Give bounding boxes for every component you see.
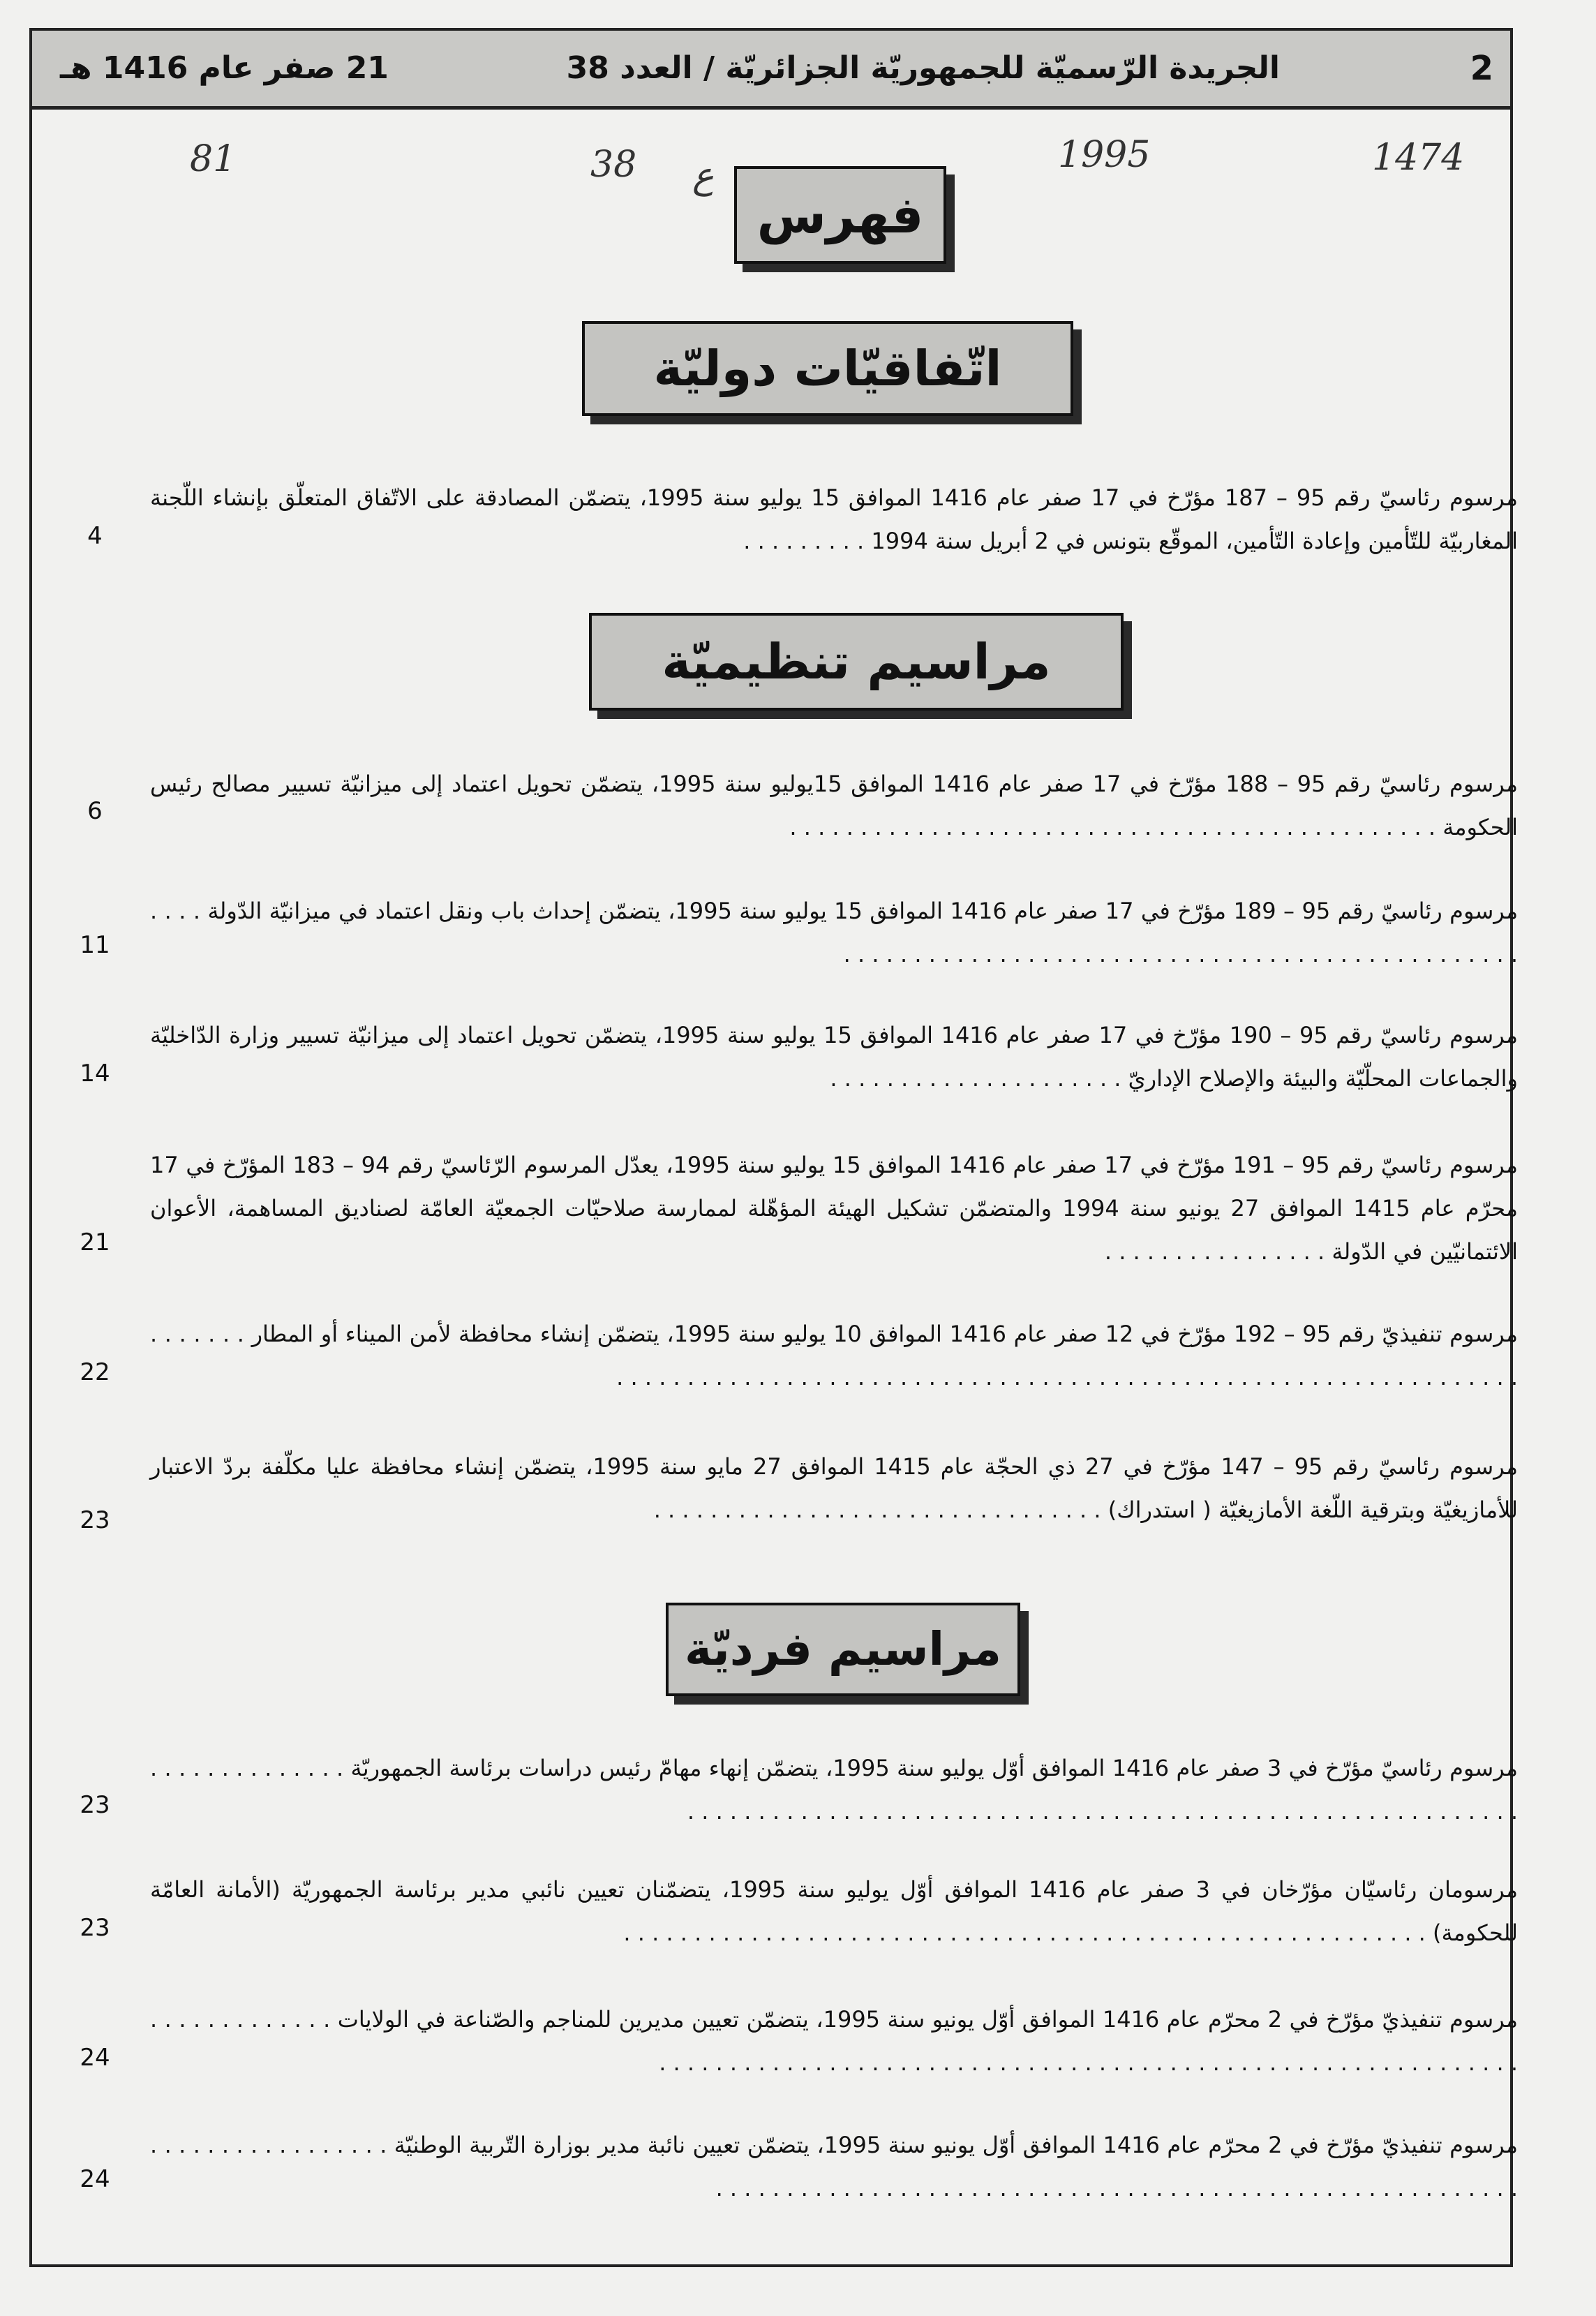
page-ref: 23 (80, 1506, 110, 1534)
issue-date: 21 صفر عام 1416 هـ (60, 50, 389, 86)
entry-text: مرسوم رئاسيّ رقم 95 – 190 مؤرّخ في 17 صفر عام 1416 الموافق 15 يوليو سنة 1995، يتضمّن تحويل اعتماد إلى ميزانيّة تسيير وزارة الدّاخليّة والجماعات المحلّيّة والبيئة والإصلاح الإداريّ (150, 1022, 1519, 1092)
page-header (32, 31, 1510, 110)
toc-entry (150, 1312, 1518, 1399)
toc-entry (150, 889, 1518, 976)
leader-dots: . . . . . . . . . . . . . . . . . . . . . . . . . . . . . . . . . . . . . . . . . . . . . . . . . . . . . . . . . . . . . . . . . . . . . . . . . . (150, 2006, 1518, 2076)
page-ref: 6 (87, 797, 103, 825)
toc-entry (150, 1143, 1518, 1273)
entry-text: مرسوم رئاسيّ مؤرّخ في 3 صفر عام 1416 الموافق أوّل يوليو سنة 1995، يتضمّن إنهاء مهامّ رئيس دراسات برئاسة الجمهوريّة (350, 1755, 1519, 1781)
toc-entry (150, 1014, 1518, 1100)
leader-dots: . . . . . . . . . (743, 528, 865, 554)
journal-title: الجريدة الرّسميّة للجمهوريّة الجزائريّة / العدد 38 (566, 50, 1280, 86)
page-ref: 23 (80, 1791, 110, 1819)
page-ref: 22 (80, 1358, 110, 1386)
handwritten-number: 1474 (1372, 137, 1465, 179)
entry-text: مرسوم رئاسيّ رقم 95 – 189 مؤرّخ في 17 صفر عام 1416 الموافق 15 يوليو سنة 1995، يتضمّن إحداث باب ونقل اعتماد في ميزانيّة الدّولة (207, 898, 1519, 924)
page-ref: 24 (80, 2165, 110, 2193)
handwritten-issue: 38 (590, 144, 637, 186)
page-number: 2 (1470, 49, 1493, 88)
entry-text: مرسوم رئاسيّ رقم 95 – 147 مؤرّخ في 27 ذي الحجّة عام 1415 الموافق 27 مايو سنة 1995، يتضمّن إنشاء محافظة عليا مكلّفة بردّ الاعتبار للأمازيغيّة وبترقية اللّغة الأمازيغيّة ( استدراك) (150, 1453, 1519, 1523)
leader-dots: . . . . . . . . . . . . . . . . . . . . . . . . . . . . . . . . . . . . . . . . . . . . . . . . . . . . . . . . . (623, 1920, 1426, 1946)
section-individual-decrees: مراسيم فرديّة (666, 1603, 1020, 1696)
page-ref: 14 (80, 1060, 110, 1088)
leader-dots: . . . . . . . . . . . . . . . . (1104, 1238, 1325, 1265)
handwritten-letter: ع (692, 155, 715, 197)
page-ref: 11 (80, 931, 110, 959)
page-ref: 4 (87, 522, 103, 550)
toc-entry (150, 1445, 1518, 1531)
leader-dots: . . . . . . . . . . . . . . . . . . . . . . . . . . . . . . . . . . . . . . . . . . . . . . . . . . . . . . . . . . . . . . . . . . . . . . . . . (150, 1755, 1518, 1825)
page-ref: 23 (80, 1914, 110, 1942)
leader-dots: . . . . . . . . . . . . . . . . . . . . . (830, 1065, 1121, 1092)
entry-text: مرسوم تنفيذيّ رقم 95 – 192 مؤرّخ في 12 صفر عام 1416 الموافق 10 يوليو سنة 1995، يتضمّن إنشاء محافظة لأمن الميناء أو المطار (251, 1321, 1519, 1347)
handwritten-code: 81 (190, 138, 237, 180)
toc-entry (150, 1746, 1518, 1833)
section-regulatory-decrees: مراسيم تنظيميّة (589, 613, 1124, 711)
leader-dots: . . . . . . . . . . . . . . . . . . . . . . . . . . . . . . . . . . . . . . . . . . . . . . . . . . . . (150, 898, 1518, 967)
entry-text: مرسوم رئاسيّ رقم 95 – 191 مؤرّخ في 17 صفر عام 1416 الموافق 15 يوليو سنة 1995، يعدّل المرسوم الرّئاسيّ رقم 94 – 183 المؤرّخ في 17 محرّم عام 1415 الموافق 27 يونيو سنة 1994 والمتضمّن تشكيل الهيئة المؤهّلة لممارسة صلاحيّات الجمعيّة العامّة لصناديق المساهمة، الأعوان الائتمانيّين في الدّولة (150, 1152, 1519, 1265)
entry-text: مرسوم رئاسيّ رقم 95 – 187 مؤرّخ في 17 صفر عام 1416 الموافق 15 يوليو سنة 1995، يتضمّن المصادقة على الاتّفاق المتعلّق بإنشاء اللّجنة المغاربيّة للتّأمين وإعادة التّأمين، الموقّع بتونس في 2 أبريل سنة 1994 (150, 484, 1519, 554)
toc-entry (150, 1868, 1518, 1954)
entry-text: مرسومان رئاسيّان مؤرّخان في 3 صفر عام 1416 الموافق أوّل يوليو سنة 1995، يتضمّنان تعيين نائبي مدير برئاسة الجمهوريّة (الأمانة العامّة للحكومة) (150, 1876, 1519, 1946)
leader-dots: . . . . . . . . . . . . . . . . . . . . . . . . . . . . . . . . (653, 1497, 1101, 1523)
entry-text: مرسوم رئاسيّ رقم 95 – 188 مؤرّخ في 17 صفر عام 1416 الموافق 15يوليو سنة 1995، يتضمّن تحويل اعتماد إلى ميزانيّة تسيير مصالح رئيس الحكومة (150, 771, 1519, 840)
section-international-agreements: اتّفاقيّات دوليّة (582, 321, 1073, 416)
toc-entry (150, 762, 1518, 849)
page-ref: 24 (80, 2044, 110, 2072)
entry-text: مرسوم تنفيذيّ مؤرّخ في 2 محرّم عام 1416 الموافق أوّل يونيو سنة 1995، يتضمّن تعيين مديرين للمناجم والصّناعة في الولايات (337, 2006, 1519, 2033)
toc-entry (150, 2123, 1518, 2210)
leader-dots: . . . . . . . . . . . . . . . . . . . . . . . . . . . . . . . . . . . . . . . . . . . . . . . . . . . . . . . . . . . . . . . . . . . . . . . (150, 1321, 1518, 1390)
page-ref: 21 (80, 1228, 110, 1256)
toc-entry (150, 1998, 1518, 2084)
leader-dots: . . . . . . . . . . . . . . . . . . . . . . . . . . . . . . . . . . . . . . . . . . . . . . . . . . . . . . . . . . . . . . . . . . . . . . . . . . (150, 2132, 1518, 2202)
handwritten-year: 1995 (1058, 134, 1151, 176)
toc-entry (150, 476, 1518, 563)
leader-dots: . . . . . . . . . . . . . . . . . . . . . . . . . . . . . . . . . . . . . . . . . . . . . . (789, 814, 1436, 840)
entry-text: مرسوم تنفيذيّ مؤرّخ في 2 محرّم عام 1416 الموافق أوّل يونيو سنة 1995، يتضمّن تعيين نائبة مدير بوزارة التّربية الوطنيّة (394, 2132, 1519, 2158)
index-title: فهرس (734, 166, 946, 264)
